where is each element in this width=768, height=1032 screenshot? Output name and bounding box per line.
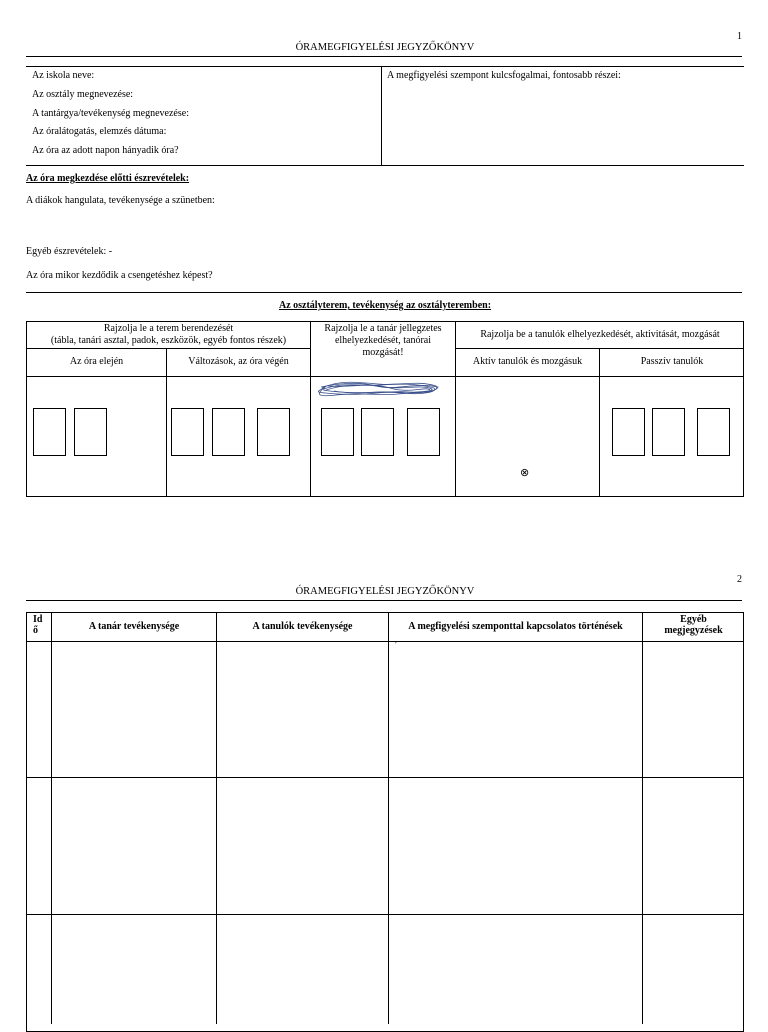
desk-drawing	[407, 408, 440, 456]
page-number: 1	[737, 31, 742, 42]
student-position-mark: ⊗	[520, 467, 530, 479]
focus-events-header: A megfigyelési szemponttal kapcsolatos történések	[408, 621, 623, 632]
other-notes-header: Egyéb megjegyzések	[664, 614, 723, 636]
section-rule	[26, 292, 742, 293]
students-mood-field[interactable]: A diákok hangulata, tevékenysége a szünetben:	[26, 195, 215, 206]
focus-events-cell[interactable]	[389, 642, 642, 777]
subject-field[interactable]: A tantárgya/tevékenység megnevezése:	[32, 108, 189, 119]
lesson-end-header: Változások, az óra végén	[188, 356, 289, 367]
visit-date-field[interactable]: Az óralátogatás, elemzés dátuma:	[32, 126, 167, 137]
desk-drawing	[697, 408, 730, 456]
other-remarks-field[interactable]: Egyéb észrevételek: -	[26, 246, 113, 257]
pre-lesson-heading: Az óra megkezdése előtti észrevételek:	[26, 173, 190, 184]
students-header: Rajzolja be a tanulók elhelyezkedését, aktivitását, mozgását	[480, 329, 720, 340]
info-top-rule	[26, 66, 744, 67]
active-students-header: Aktív tanulók és mozgásuk	[472, 356, 583, 367]
student-activity-cell[interactable]	[217, 642, 388, 777]
start-time-question[interactable]: Az óra mikor kezdődik a csengetéshez képest?	[26, 270, 213, 281]
table-divider	[599, 348, 600, 497]
desk-drawing	[361, 408, 394, 456]
desk-drawing	[74, 408, 107, 456]
focus-keywords-field[interactable]: A megfigyelési szempont kulcsfogalmai, fontosabb részei:	[387, 70, 621, 81]
lesson-number-field[interactable]: Az óra az adott napon hányadik óra?	[32, 145, 179, 156]
lesson-start-header: Az óra elején	[69, 356, 124, 367]
passive-students-header: Passzív tanulók	[640, 356, 704, 367]
desk-drawing	[212, 408, 245, 456]
time-column-header: Id ő	[33, 614, 43, 636]
table-row-rule	[26, 777, 744, 778]
other-notes-cell[interactable]	[643, 642, 744, 777]
title-rule	[26, 600, 742, 601]
table-row-rule	[455, 348, 744, 349]
table-row-rule	[26, 914, 744, 915]
desk-drawing	[652, 408, 685, 456]
info-divider	[381, 66, 382, 165]
table-divider	[166, 348, 167, 497]
table-row-rule	[26, 348, 310, 349]
title-rule	[26, 56, 742, 57]
desk-drawing	[33, 408, 66, 456]
teacher-movement-header: Rajzolja le a tanár jellegzetes	[324, 323, 442, 334]
teacher-movement-header: mozgását!	[362, 347, 404, 358]
info-bottom-rule	[26, 165, 744, 166]
classroom-heading: Az osztályterem, tevékenység az osztályteremben:	[278, 300, 492, 311]
page-title: ÓRAMEGFIGYELÉSI JEGYZŐKÖNYV	[295, 586, 475, 597]
teacher-activity-header: A tanár tevékenysége	[88, 621, 180, 632]
teacher-path-scribble	[318, 378, 444, 400]
page-number: 2	[737, 574, 742, 585]
teacher-movement-header: elhelyezkedését, tanórai	[334, 335, 432, 346]
class-name-field[interactable]: Az osztály megnevezése:	[32, 89, 134, 100]
table-row-rule	[26, 376, 744, 377]
room-layout-header: Rajzolja le a terem berendezését	[103, 323, 234, 334]
desk-drawing	[612, 408, 645, 456]
desk-drawing	[257, 408, 290, 456]
teacher-activity-cell[interactable]	[52, 642, 216, 777]
desk-drawing	[171, 408, 204, 456]
student-activity-header: A tanulók tevékenysége	[252, 621, 353, 632]
school-name-field[interactable]: Az iskola neve:	[32, 70, 95, 81]
room-layout-header-note: (tábla, tanári asztal, padok, eszközök, egyéb fontos részek)	[50, 335, 287, 346]
desk-drawing	[321, 408, 354, 456]
page-title: ÓRAMEGFIGYELÉSI JEGYZŐKÖNYV	[295, 42, 475, 53]
stray-mark: '	[395, 640, 397, 651]
